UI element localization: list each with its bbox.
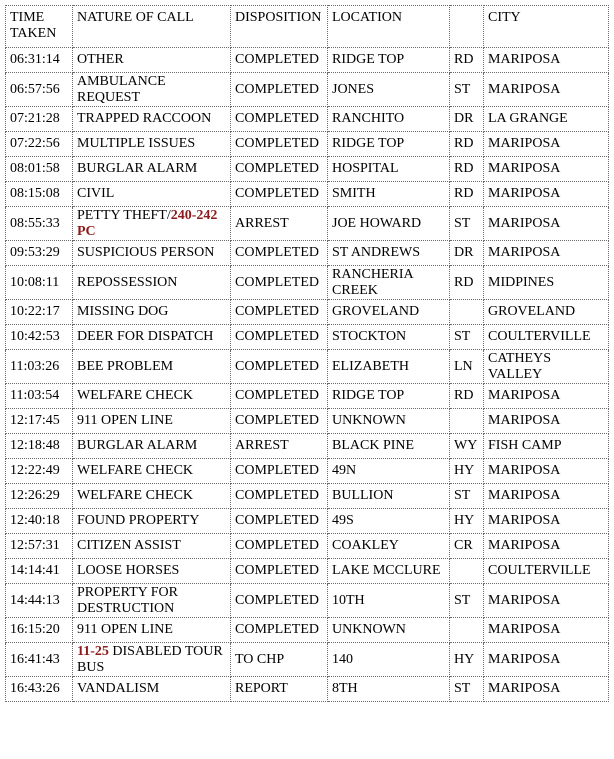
- cell-disposition: COMPLETED: [231, 48, 328, 73]
- cell-time: 11:03:54: [6, 384, 73, 409]
- cell-disposition: COMPLETED: [231, 484, 328, 509]
- cell-city: MARIPOSA: [484, 241, 609, 266]
- cell-nature: WELFARE CHECK: [73, 459, 231, 484]
- cell-location: BULLION: [328, 484, 450, 509]
- cell-city: COULTERVILLE: [484, 559, 609, 584]
- cell-location: 8TH: [328, 677, 450, 702]
- cell-suffix: [450, 559, 484, 584]
- table-row: [6, 409, 609, 434]
- cell-nature: MULTIPLE ISSUES: [73, 132, 231, 157]
- cell-location: LAKE MCCLURE: [328, 559, 450, 584]
- cell-nature: BEE PROBLEM: [73, 350, 231, 384]
- cell-disposition: COMPLETED: [231, 409, 328, 434]
- cell-nature: WELFARE CHECK: [73, 384, 231, 409]
- cell-time: 07:22:56: [6, 132, 73, 157]
- cell-city: MARIPOSA: [484, 207, 609, 241]
- table-row: [6, 157, 609, 182]
- header-location: LOCATION: [328, 6, 450, 48]
- header-time: TIME TAKEN: [6, 6, 73, 48]
- cell-city: CATHEYS VALLEY: [484, 350, 609, 384]
- cell-location: 10TH: [328, 584, 450, 618]
- cell-time: 09:53:29: [6, 241, 73, 266]
- cell-suffix: WY: [450, 434, 484, 459]
- cell-city: MARIPOSA: [484, 182, 609, 207]
- cell-city: COULTERVILLE: [484, 325, 609, 350]
- cell-location: SMITH: [328, 182, 450, 207]
- table-row: [6, 643, 609, 677]
- cell-disposition: COMPLETED: [231, 300, 328, 325]
- table-row: [6, 266, 609, 300]
- table-row: [6, 300, 609, 325]
- header-disposition: DISPOSITION: [231, 6, 328, 48]
- call-log-table: [5, 5, 609, 702]
- table-row: [6, 207, 609, 241]
- cell-suffix: ST: [450, 484, 484, 509]
- table-row: [6, 132, 609, 157]
- cell-location: HOSPITAL: [328, 157, 450, 182]
- cell-time: 12:26:29: [6, 484, 73, 509]
- cell-suffix: RD: [450, 182, 484, 207]
- cell-nature: [73, 643, 231, 677]
- cell-disposition: COMPLETED: [231, 182, 328, 207]
- table-row: [6, 509, 609, 534]
- cell-nature: VANDALISM: [73, 677, 231, 702]
- cell-nature: WELFARE CHECK: [73, 484, 231, 509]
- cell-time: 10:22:17: [6, 300, 73, 325]
- cell-nature: OTHER: [73, 48, 231, 73]
- cell-city: GROVELAND: [484, 300, 609, 325]
- cell-disposition: COMPLETED: [231, 584, 328, 618]
- table-row: [6, 241, 609, 266]
- cell-suffix: HY: [450, 643, 484, 677]
- cell-city: MARIPOSA: [484, 643, 609, 677]
- call-log-body: [6, 6, 609, 702]
- cell-location: RIDGE TOP: [328, 48, 450, 73]
- cell-nature: BURGLAR ALARM: [73, 157, 231, 182]
- cell-city: MARIPOSA: [484, 73, 609, 107]
- header-nature: NATURE OF CALL: [73, 6, 231, 48]
- cell-location: RIDGE TOP: [328, 384, 450, 409]
- header-city: CITY: [484, 6, 609, 48]
- cell-suffix: RD: [450, 384, 484, 409]
- table-row: [6, 107, 609, 132]
- cell-suffix: ST: [450, 207, 484, 241]
- cell-suffix: ST: [450, 73, 484, 107]
- cell-nature: REPOSSESSION: [73, 266, 231, 300]
- cell-disposition: COMPLETED: [231, 73, 328, 107]
- cell-disposition: COMPLETED: [231, 107, 328, 132]
- cell-disposition: COMPLETED: [231, 459, 328, 484]
- cell-location: GROVELAND: [328, 300, 450, 325]
- cell-location: UNKNOWN: [328, 409, 450, 434]
- cell-suffix: RD: [450, 48, 484, 73]
- cell-disposition: COMPLETED: [231, 350, 328, 384]
- cell-time: 12:18:48: [6, 434, 73, 459]
- cell-city: MIDPINES: [484, 266, 609, 300]
- cell-location: STOCKTON: [328, 325, 450, 350]
- cell-disposition: COMPLETED: [231, 266, 328, 300]
- cell-city: MARIPOSA: [484, 618, 609, 643]
- cell-time: 06:31:14: [6, 48, 73, 73]
- cell-city: MARIPOSA: [484, 132, 609, 157]
- cell-city: FISH CAMP: [484, 434, 609, 459]
- table-row: [6, 48, 609, 73]
- cell-city: MARIPOSA: [484, 484, 609, 509]
- cell-suffix: HY: [450, 509, 484, 534]
- table-row: [6, 350, 609, 384]
- cell-disposition: COMPLETED: [231, 509, 328, 534]
- table-row: [6, 534, 609, 559]
- table-row: [6, 182, 609, 207]
- cell-time: 14:44:13: [6, 584, 73, 618]
- cell-suffix: LN: [450, 350, 484, 384]
- cell-time: 10:42:53: [6, 325, 73, 350]
- cell-location: RANCHERIA CREEK: [328, 266, 450, 300]
- cell-disposition: ARREST: [231, 207, 328, 241]
- cell-city: MARIPOSA: [484, 409, 609, 434]
- cell-nature: BURGLAR ALARM: [73, 434, 231, 459]
- cell-nature: FOUND PROPERTY: [73, 509, 231, 534]
- cell-disposition: ARREST: [231, 434, 328, 459]
- cell-city: MARIPOSA: [484, 534, 609, 559]
- cell-disposition: COMPLETED: [231, 559, 328, 584]
- cell-time: 08:01:58: [6, 157, 73, 182]
- table-row: [6, 325, 609, 350]
- table-row: [6, 384, 609, 409]
- cell-city: MARIPOSA: [484, 459, 609, 484]
- cell-suffix: [450, 618, 484, 643]
- cell-time: 08:55:33: [6, 207, 73, 241]
- cell-suffix: ST: [450, 584, 484, 618]
- cell-location: 49S: [328, 509, 450, 534]
- cell-time: 11:03:26: [6, 350, 73, 384]
- cell-suffix: ST: [450, 325, 484, 350]
- cell-disposition: TO CHP: [231, 643, 328, 677]
- cell-city: MARIPOSA: [484, 48, 609, 73]
- cell-nature: AMBULANCE REQUEST: [73, 73, 231, 107]
- cell-location: COAKLEY: [328, 534, 450, 559]
- cell-nature: SUSPICIOUS PERSON: [73, 241, 231, 266]
- cell-time: 06:57:56: [6, 73, 73, 107]
- cell-suffix: DR: [450, 107, 484, 132]
- cell-disposition: COMPLETED: [231, 241, 328, 266]
- cell-suffix: CR: [450, 534, 484, 559]
- cell-nature: PROPERTY FOR DESTRUCTION: [73, 584, 231, 618]
- cell-nature: MISSING DOG: [73, 300, 231, 325]
- table-row: [6, 618, 609, 643]
- cell-time: 07:21:28: [6, 107, 73, 132]
- call-nature-text: DISABLED TOUR BUS: [77, 643, 223, 675]
- table-row: [6, 677, 609, 702]
- table-row: [6, 73, 609, 107]
- cell-suffix: RD: [450, 157, 484, 182]
- cell-disposition: COMPLETED: [231, 325, 328, 350]
- cell-nature: 911 OPEN LINE: [73, 409, 231, 434]
- cell-disposition: COMPLETED: [231, 534, 328, 559]
- cell-suffix: [450, 300, 484, 325]
- cell-suffix: RD: [450, 132, 484, 157]
- cell-nature: LOOSE HORSES: [73, 559, 231, 584]
- cell-suffix: ST: [450, 677, 484, 702]
- cell-time: 08:15:08: [6, 182, 73, 207]
- cell-location: 49N: [328, 459, 450, 484]
- cell-time: 12:22:49: [6, 459, 73, 484]
- cell-city: MARIPOSA: [484, 384, 609, 409]
- cell-time: 10:08:11: [6, 266, 73, 300]
- cell-time: 16:15:20: [6, 618, 73, 643]
- call-code: 11-25: [77, 643, 109, 659]
- cell-time: 14:14:41: [6, 559, 73, 584]
- cell-disposition: REPORT: [231, 677, 328, 702]
- cell-suffix: HY: [450, 459, 484, 484]
- cell-city: LA GRANGE: [484, 107, 609, 132]
- cell-city: MARIPOSA: [484, 677, 609, 702]
- cell-time: 16:43:26: [6, 677, 73, 702]
- cell-location: UNKNOWN: [328, 618, 450, 643]
- header-row: [6, 6, 609, 48]
- cell-suffix: DR: [450, 241, 484, 266]
- cell-city: MARIPOSA: [484, 509, 609, 534]
- cell-location: ELIZABETH: [328, 350, 450, 384]
- cell-time: 12:17:45: [6, 409, 73, 434]
- cell-location: RIDGE TOP: [328, 132, 450, 157]
- cell-nature: [73, 207, 231, 241]
- header-suffix: [450, 6, 484, 48]
- cell-nature: DEER FOR DISPATCH: [73, 325, 231, 350]
- cell-suffix: RD: [450, 266, 484, 300]
- cell-nature: TRAPPED RACCOON: [73, 107, 231, 132]
- cell-nature: CITIZEN ASSIST: [73, 534, 231, 559]
- table-row: [6, 459, 609, 484]
- cell-time: 12:40:18: [6, 509, 73, 534]
- cell-location: ST ANDREWS: [328, 241, 450, 266]
- cell-nature: 911 OPEN LINE: [73, 618, 231, 643]
- cell-location: JONES: [328, 73, 450, 107]
- cell-location: JOE HOWARD: [328, 207, 450, 241]
- table-row: [6, 559, 609, 584]
- cell-location: RANCHITO: [328, 107, 450, 132]
- cell-disposition: COMPLETED: [231, 157, 328, 182]
- call-nature-text: PETTY THEFT/: [77, 207, 171, 223]
- cell-location: 140: [328, 643, 450, 677]
- cell-nature: CIVIL: [73, 182, 231, 207]
- table-row: [6, 584, 609, 618]
- cell-time: 12:57:31: [6, 534, 73, 559]
- cell-location: BLACK PINE: [328, 434, 450, 459]
- table-row: [6, 484, 609, 509]
- cell-city: MARIPOSA: [484, 584, 609, 618]
- cell-time: 16:41:43: [6, 643, 73, 677]
- cell-city: MARIPOSA: [484, 157, 609, 182]
- table-row: [6, 434, 609, 459]
- cell-disposition: COMPLETED: [231, 618, 328, 643]
- cell-disposition: COMPLETED: [231, 132, 328, 157]
- cell-suffix: [450, 409, 484, 434]
- cell-disposition: COMPLETED: [231, 384, 328, 409]
- call-code: 240-242 PC: [77, 207, 218, 239]
